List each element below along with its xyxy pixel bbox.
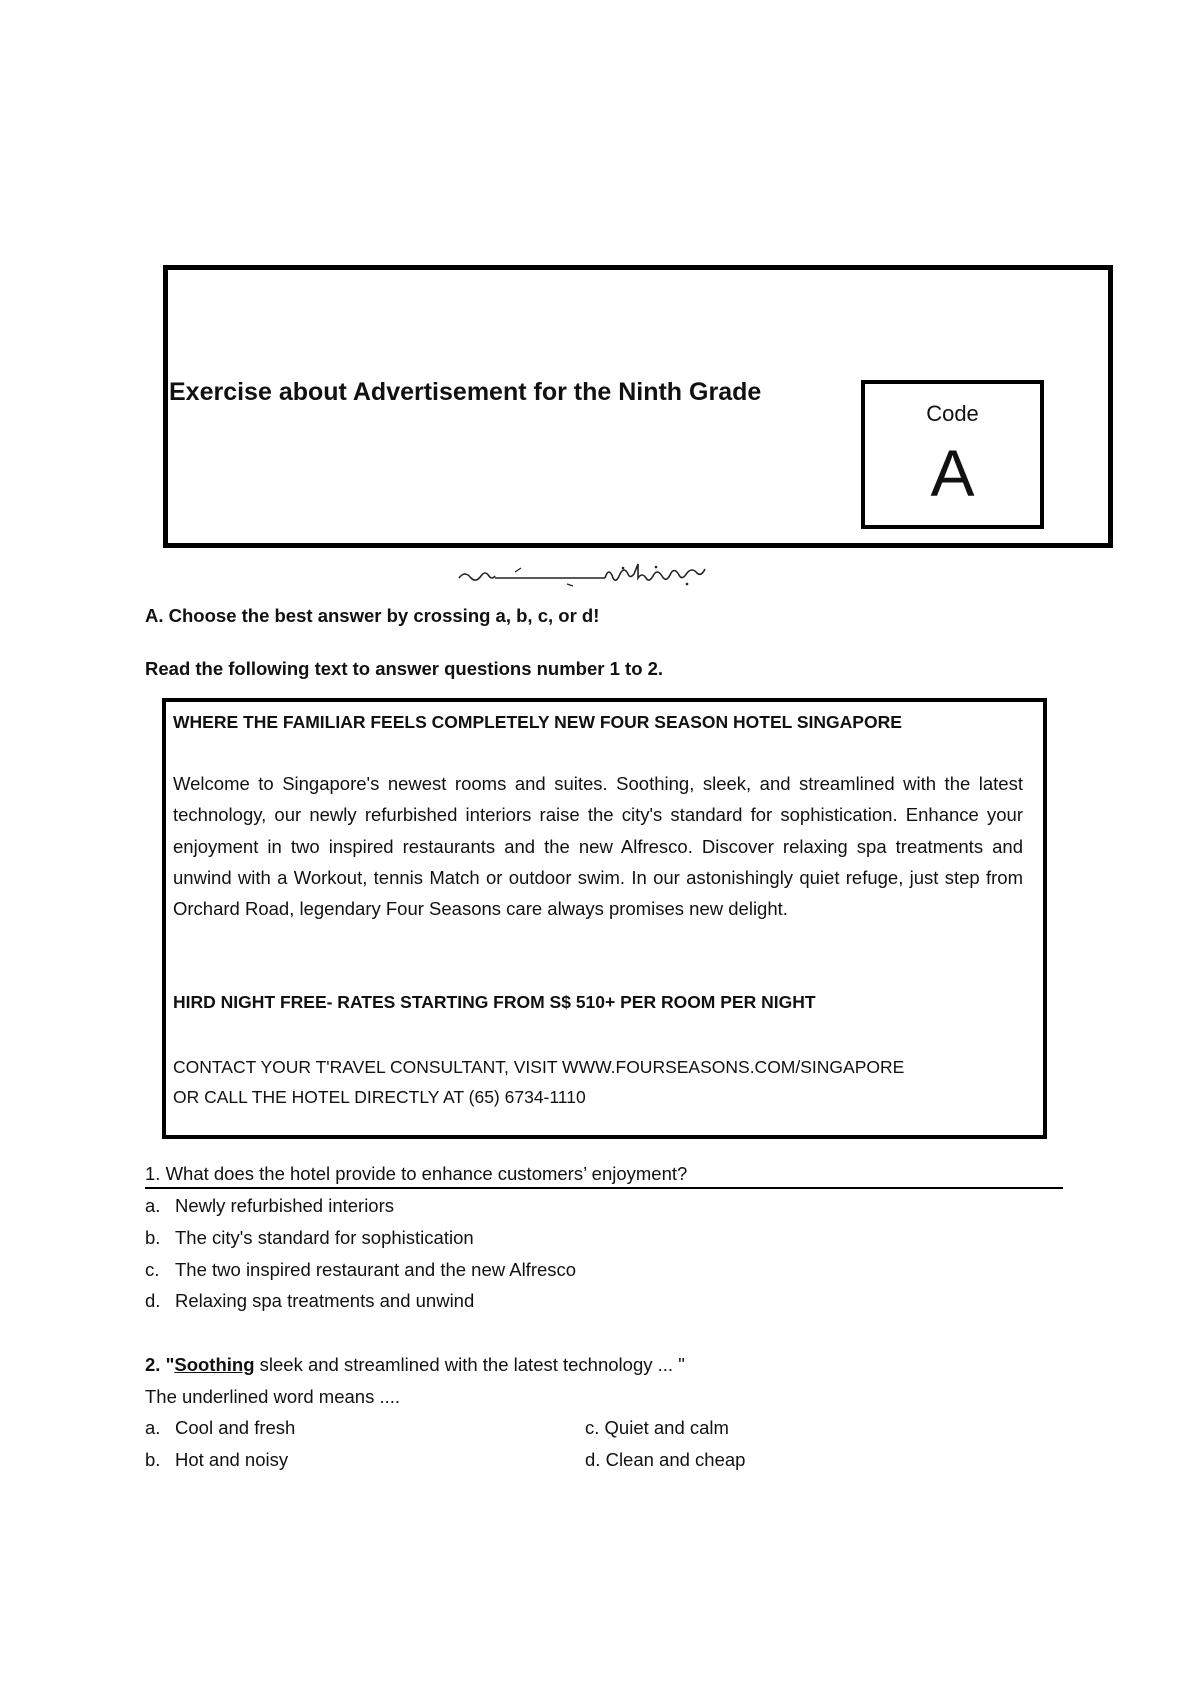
code-label: Code xyxy=(926,401,979,426)
option-letter: c. xyxy=(585,1417,600,1438)
question-1-option-c[interactable] xyxy=(145,1259,576,1281)
basmala-calligraphy xyxy=(455,560,725,588)
page-title: Exercise about Advertisement for the Ninth Grade xyxy=(169,378,762,406)
question-2 xyxy=(145,1354,685,1376)
quote-open: " xyxy=(165,1354,175,1375)
option-letter: b. xyxy=(145,1227,161,1248)
section-a-instruction: A. Choose the best answer by crossing a, b, c, or d! xyxy=(145,605,600,626)
option-text: Quiet and calm xyxy=(604,1417,729,1438)
option-letter: d. xyxy=(145,1290,161,1311)
ad-headline: WHERE THE FAMILIAR FEELS COMPLETELY NEW FOUR SEASON HOTEL SINGAPORE xyxy=(173,712,902,732)
quote-rest: sleek and streamlined with the latest technology ... " xyxy=(254,1354,685,1375)
question-underline xyxy=(145,1187,1063,1189)
option-text: Clean and cheap xyxy=(605,1449,746,1470)
question-1-option-b[interactable] xyxy=(145,1227,474,1249)
option-text: Hot and noisy xyxy=(175,1449,289,1470)
code-box xyxy=(861,380,1044,529)
option-letter: a. xyxy=(145,1417,161,1438)
question-2-option-a[interactable] xyxy=(145,1417,295,1439)
question-number: 2. xyxy=(145,1354,166,1375)
question-1: 1. What does the hotel provide to enhance customers’ enjoyment? xyxy=(145,1163,688,1184)
ad-contact-line: OR CALL THE HOTEL DIRECTLY AT (65) 6734-1110 xyxy=(173,1087,586,1107)
option-letter: d. xyxy=(585,1449,601,1470)
option-text: Relaxing spa treatments and unwind xyxy=(175,1290,475,1311)
code-letter: A xyxy=(930,436,975,510)
option-letter: a. xyxy=(145,1195,161,1216)
reading-instruction: Read the following text to answer questions number 1 to 2. xyxy=(145,658,664,679)
ad-offer: HIRD NIGHT FREE- RATES STARTING FROM S$ 510+ PER ROOM PER NIGHT xyxy=(173,992,816,1012)
ad-contact-line: CONTACT YOUR T'RAVEL CONSULTANT, VISIT WWW.FOURSEASONS.COM/SINGAPORE xyxy=(173,1057,905,1077)
question-2-option-c[interactable] xyxy=(585,1417,729,1439)
option-letter: c. xyxy=(145,1259,160,1280)
question-1-option-d[interactable] xyxy=(145,1290,474,1312)
question-2-option-d[interactable] xyxy=(585,1449,745,1471)
option-text: Newly refurbished interiors xyxy=(175,1195,395,1216)
option-text: Cool and fresh xyxy=(175,1417,296,1438)
option-text: The two inspired restaurant and the new Alfresco xyxy=(175,1259,577,1280)
ad-body: Welcome to Singapore's newest rooms and suites. Soothing, sleek, and streamlined with the latest technology, our newly refurbished interiors raise the city's standard for sophistication. Enhance your enjoyment in two inspired restaurants and the new Alfresco. Discover relaxing spa treatments and unwind with a Workout, tennis Match or outdoor swim. In our astonishingly quiet refuge, just step from Orchard Road, legendary Four Seasons care always promises new delight. xyxy=(173,773,1023,920)
question-2-option-b[interactable] xyxy=(145,1449,288,1471)
question-2-subtext: The underlined word means .... xyxy=(145,1386,401,1407)
option-text: The city's standard for sophistication xyxy=(175,1227,474,1248)
question-1-option-a[interactable] xyxy=(145,1195,394,1217)
underlined-word: Soothing xyxy=(174,1354,255,1375)
option-letter: b. xyxy=(145,1449,161,1470)
